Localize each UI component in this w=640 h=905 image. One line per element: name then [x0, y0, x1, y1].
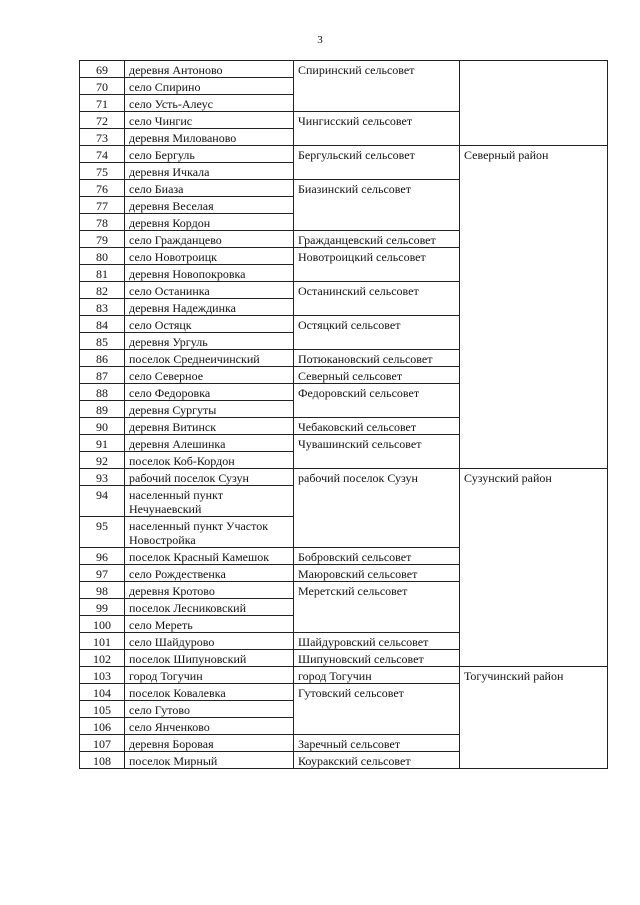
settlement-name: село Гражданцево — [125, 231, 294, 248]
council-name: Останинский сельсовет — [294, 282, 460, 316]
row-number: 92 — [80, 452, 125, 469]
row-number: 77 — [80, 197, 125, 214]
row-number: 83 — [80, 299, 125, 316]
district-name: Северный район — [460, 146, 608, 469]
settlement-name: село Бергуль — [125, 146, 294, 163]
row-number: 104 — [80, 684, 125, 701]
row-number: 80 — [80, 248, 125, 265]
settlement-name: поселок Мирный — [125, 752, 294, 769]
settlement-name: село Северное — [125, 367, 294, 384]
settlement-name: деревня Сургуты — [125, 401, 294, 418]
council-name: Маюровский сельсовет — [294, 565, 460, 582]
row-number: 87 — [80, 367, 125, 384]
row-number: 99 — [80, 599, 125, 616]
row-number: 91 — [80, 435, 125, 452]
council-name: Биазинский сельсовет — [294, 180, 460, 231]
settlement-name: деревня Витинск — [125, 418, 294, 435]
table-row — [80, 146, 608, 163]
settlement-name: поселок Красный Камешок — [125, 548, 294, 565]
settlement-name: деревня Милованово — [125, 129, 294, 146]
row-number: 86 — [80, 350, 125, 367]
settlement-name: город Тогучин — [125, 667, 294, 684]
settlement-name: поселок Среднеичинский — [125, 350, 294, 367]
council-name: Спиринский сельсовет — [294, 61, 460, 112]
row-number: 76 — [80, 180, 125, 197]
settlement-name: поселок Лесниковский — [125, 599, 294, 616]
council-name: город Тогучин — [294, 667, 460, 684]
settlement-name: деревня Веселая — [125, 197, 294, 214]
row-number: 72 — [80, 112, 125, 129]
council-name: Остяцкий сельсовет — [294, 316, 460, 350]
row-number: 107 — [80, 735, 125, 752]
council-name: Северный сельсовет — [294, 367, 460, 384]
row-number: 102 — [80, 650, 125, 667]
settlement-name: деревня Боровая — [125, 735, 294, 752]
settlement-name: село Шайдурово — [125, 633, 294, 650]
row-number: 78 — [80, 214, 125, 231]
row-number: 93 — [80, 469, 125, 486]
settlement-name: деревня Кордон — [125, 214, 294, 231]
settlement-name: деревня Антоново — [125, 61, 294, 78]
settlement-name: поселок Шипуновский — [125, 650, 294, 667]
settlements-table — [79, 60, 608, 769]
row-number: 71 — [80, 95, 125, 112]
row-number: 89 — [80, 401, 125, 418]
council-name: Бергульский сельсовет — [294, 146, 460, 180]
settlement-name: село Рождественка — [125, 565, 294, 582]
row-number: 98 — [80, 582, 125, 599]
settlement-name: поселок Ковалевка — [125, 684, 294, 701]
settlement-name: село Янченково — [125, 718, 294, 735]
row-number: 96 — [80, 548, 125, 565]
settlement-name: деревня Ичкала — [125, 163, 294, 180]
row-number: 97 — [80, 565, 125, 582]
page-number: 3 — [317, 34, 323, 46]
settlement-name: село Усть-Алеус — [125, 95, 294, 112]
district-name: Тогучинский район — [460, 667, 608, 769]
settlement-name: село Мереть — [125, 616, 294, 633]
settlement-name: деревня Новопокровка — [125, 265, 294, 282]
council-name: Коуракский сельсовет — [294, 752, 460, 769]
row-number: 69 — [80, 61, 125, 78]
settlement-name: поселок Коб-Кордон — [125, 452, 294, 469]
settlement-name: село Чингис — [125, 112, 294, 129]
council-name: Шайдуровский сельсовет — [294, 633, 460, 650]
council-name: Чебаковский сельсовет — [294, 418, 460, 435]
settlement-name: деревня Надеждинка — [125, 299, 294, 316]
row-number: 95 — [80, 517, 125, 548]
council-name: Шипуновский сельсовет — [294, 650, 460, 667]
settlement-name: село Останинка — [125, 282, 294, 299]
council-name: Чувашинский сельсовет — [294, 435, 460, 469]
row-number: 85 — [80, 333, 125, 350]
settlement-name: село Гутово — [125, 701, 294, 718]
row-number: 79 — [80, 231, 125, 248]
council-name: Гутовский сельсовет — [294, 684, 460, 735]
table-row — [80, 61, 608, 78]
row-number: 70 — [80, 78, 125, 95]
row-number: 74 — [80, 146, 125, 163]
council-name: Федоровский сельсовет — [294, 384, 460, 418]
row-number: 103 — [80, 667, 125, 684]
row-number: 94 — [80, 486, 125, 517]
row-number: 105 — [80, 701, 125, 718]
settlement-name: село Спирино — [125, 78, 294, 95]
row-number: 106 — [80, 718, 125, 735]
council-name: Бобровский сельсовет — [294, 548, 460, 565]
settlement-name: деревня Кротово — [125, 582, 294, 599]
settlement-name: село Федоровка — [125, 384, 294, 401]
council-name: Новотроицкий сельсовет — [294, 248, 460, 282]
row-number: 81 — [80, 265, 125, 282]
row-number: 108 — [80, 752, 125, 769]
council-name: Заречный сельсовет — [294, 735, 460, 752]
table-row — [80, 469, 608, 486]
settlement-name: населенный пункт Участок Новостройка — [125, 517, 294, 548]
row-number: 100 — [80, 616, 125, 633]
row-number: 101 — [80, 633, 125, 650]
row-number: 73 — [80, 129, 125, 146]
council-name: Потюкановский сельсовет — [294, 350, 460, 367]
settlement-name: деревня Ургуль — [125, 333, 294, 350]
settlement-name: рабочий поселок Сузун — [125, 469, 294, 486]
row-number: 90 — [80, 418, 125, 435]
district-name: Сузунский район — [460, 469, 608, 667]
settlement-name: село Биаза — [125, 180, 294, 197]
council-name: рабочий поселок Сузун — [294, 469, 460, 548]
row-number: 75 — [80, 163, 125, 180]
row-number: 82 — [80, 282, 125, 299]
settlement-name: населенный пункт Нечунаевский — [125, 486, 294, 517]
settlement-name: деревня Алешинка — [125, 435, 294, 452]
council-name: Чингисский сельсовет — [294, 112, 460, 146]
table-row — [80, 667, 608, 684]
row-number: 84 — [80, 316, 125, 333]
district-name — [460, 61, 608, 146]
council-name: Гражданцевский сельсовет — [294, 231, 460, 248]
row-number: 88 — [80, 384, 125, 401]
settlement-name: село Остяцк — [125, 316, 294, 333]
settlement-name: село Новотроицк — [125, 248, 294, 265]
council-name: Меретский сельсовет — [294, 582, 460, 633]
